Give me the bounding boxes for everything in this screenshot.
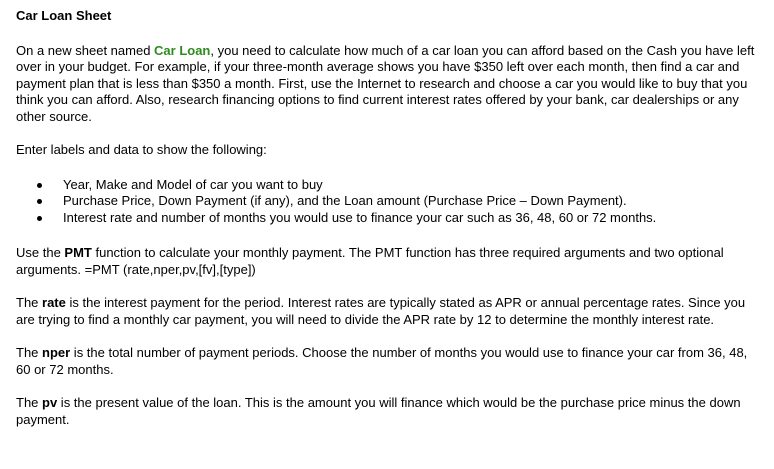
nper-paragraph xyxy=(16,345,756,378)
pv-term: pv xyxy=(42,395,58,410)
pmt-term: PMT xyxy=(64,245,92,260)
list-item-text: Purchase Price, Down Payment (if any), and the Loan amount (Purchase Price – Down Payment). xyxy=(63,193,627,208)
enter-labels-paragraph: Enter labels and data to show the following: xyxy=(16,142,267,157)
pmt-text-before: Use the xyxy=(16,245,65,260)
sheet-name-highlight: Car Loan xyxy=(154,42,211,58)
intro-paragraph xyxy=(16,43,756,126)
nper-text-after: is the total number of payment periods. Choose the number of months you would use to finance your car from 36, 48, 60 or 72 months. xyxy=(16,345,748,377)
bullet-icon xyxy=(37,183,42,188)
list-item xyxy=(37,177,756,194)
pv-text-after: is the present value of the loan. This is the amount you will finance which would be the purchase price minus the down payment. xyxy=(16,395,741,427)
list-item-text: Interest rate and number of months you would use to finance your car such as 36, 48, 60 or 72 months. xyxy=(63,209,657,225)
intro-text-before: On a new sheet named xyxy=(16,42,155,58)
list-item-text: Year, Make and Model of car you want to buy xyxy=(63,176,323,192)
pv-text-before: The xyxy=(16,395,43,410)
rate-text-before: The xyxy=(16,295,43,310)
nper-term: nper xyxy=(42,345,71,360)
intro-text-after: , you need to calculate how much of a car loan you can afford based on the Cash you have left over in your budget. For example, if your three-month average shows you have $350 left over each month, then find a car and payment plan that is less than $350 a month. First, use the Internet to research and choose a car you would like to buy that you think you can afford. Also, research financing options to find current interest rates offered by your bank, car dealerships or any other source. xyxy=(16,42,755,124)
bullet-icon xyxy=(37,199,42,204)
pmt-text-after: function to calculate your monthly payment. The PMT function has three required arguments and two optional arguments. =PMT (rate,nper,pv,[fv],[type]) xyxy=(16,245,724,277)
rate-text-after: is the interest payment for the period. Interest rates are typically stated as APR or annual percentage rates. Since you are trying to find a monthly car payment, you will need to divide the APR rate by 12 to determine the monthly interest rate. xyxy=(16,295,746,327)
rate-paragraph xyxy=(16,295,756,328)
page-title: Car Loan Sheet xyxy=(16,8,112,23)
list-item xyxy=(37,193,756,210)
list-item xyxy=(37,210,756,227)
nper-text-before: The xyxy=(16,345,43,360)
pv-paragraph xyxy=(16,395,756,428)
rate-term: rate xyxy=(42,295,66,310)
pmt-paragraph xyxy=(16,245,756,278)
requirements-list xyxy=(16,177,756,227)
bullet-icon xyxy=(37,216,42,221)
